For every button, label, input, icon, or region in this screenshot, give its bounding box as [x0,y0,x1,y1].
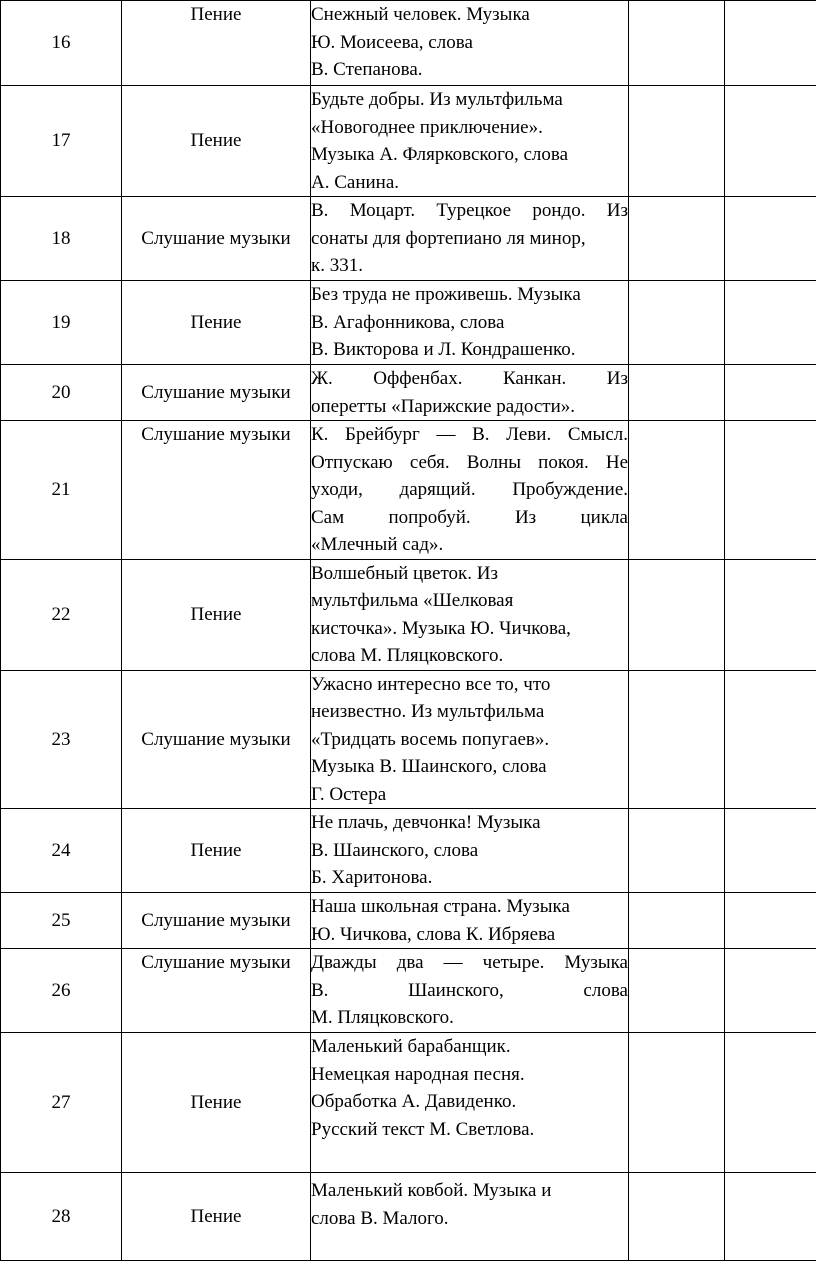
repertoire-line: сонаты для фортепиано ля минор, [311,225,628,253]
activity-type: Слушание музыки [122,949,311,1033]
lesson-table-body [1,1,816,1261]
table-row [1,1173,816,1261]
table-row [1,559,816,670]
repertoire-line: Музыка В. Шаинского, слова [311,753,628,781]
empty-cell [629,1173,725,1261]
repertoire-line: Музыка А. Флярковского, слова [311,141,628,169]
lesson-number: 24 [1,809,122,893]
empty-cell [725,421,816,560]
repertoire-line: Наша школьная страна. Музыка [311,893,628,921]
empty-cell [629,670,725,809]
repertoire-line: Волшебный цветок. Из [311,560,628,588]
table-row [1,893,816,949]
lesson-number: 22 [1,559,122,670]
empty-cell [725,559,816,670]
repertoire-line: слова М. Пляцковского. [311,642,628,670]
lesson-number: 20 [1,365,122,421]
repertoire-cell [311,86,629,197]
activity-type: Слушание музыки [122,197,311,281]
repertoire-line: мультфильма «Шелковая [311,587,628,615]
table-row [1,421,816,560]
empty-cell [725,86,816,197]
repertoire-line: В. Моцарт. Турецкое рондо. Из [311,197,628,225]
repertoire-cell [311,809,629,893]
repertoire-line: Немецкая народная песня. [311,1061,628,1089]
lesson-number: 17 [1,86,122,197]
repertoire-line: уходи, дарящий. Пробуждение. [311,476,628,504]
repertoire-line: Русский текст М. Светлова. [311,1116,628,1144]
activity-type: Слушание музыки [122,893,311,949]
repertoire-cell [311,949,629,1033]
lesson-number: 23 [1,670,122,809]
repertoire-line: кисточка». Музыка Ю. Чичкова, [311,615,628,643]
repertoire-line: К. Брейбург — В. Леви. Смысл. [311,421,628,449]
empty-cell [629,86,725,197]
repertoire-line: В. Викторова и Л. Кондрашенко. [311,336,628,364]
empty-cell [629,949,725,1033]
repertoire-line: М. Пляцковского. [311,1004,628,1032]
empty-cell [629,281,725,365]
table-row [1,949,816,1033]
empty-cell [725,281,816,365]
empty-cell [725,949,816,1033]
repertoire-cell [311,670,629,809]
empty-cell [629,1033,725,1173]
repertoire-cell [311,1173,629,1261]
lesson-number: 16 [1,1,122,86]
empty-cell [725,670,816,809]
empty-cell [725,1,816,86]
table-row [1,197,816,281]
repertoire-line: Будьте добры. Из мультфильма [311,86,628,114]
activity-type: Пение [122,809,311,893]
table-row [1,86,816,197]
activity-type: Пение [122,1033,311,1173]
lesson-number: 26 [1,949,122,1033]
repertoire-line: Ж. Оффенбах. Канкан. Из [311,365,628,393]
repertoire-line: Ю. Чичкова, слова К. Ибряева [311,921,628,949]
lesson-number: 28 [1,1173,122,1261]
repertoire-line: неизвестно. Из мультфильма [311,698,628,726]
table-row [1,281,816,365]
table-row [1,365,816,421]
repertoire-cell [311,365,629,421]
repertoire-cell [311,1033,629,1173]
empty-cell [629,809,725,893]
repertoire-cell [311,421,629,560]
repertoire-line: Ужасно интересно все то, что [311,671,628,699]
repertoire-line: Снежный человек. Музыка [311,1,628,29]
activity-type: Пение [122,281,311,365]
repertoire-line: Без труда не проживешь. Музыка [311,281,628,309]
repertoire-line: Ю. Моисеева, слова [311,29,628,57]
activity-type: Слушание музыки [122,421,311,560]
repertoire-line: «Млечный сад». [311,531,628,559]
repertoire-line: А. Санина. [311,169,628,197]
empty-cell [725,809,816,893]
lesson-number: 21 [1,421,122,560]
lesson-number: 25 [1,893,122,949]
repertoire-line: «Новогоднее приключение». [311,114,628,142]
repertoire-line: Б. Харитонова. [311,864,628,892]
activity-type: Пение [122,86,311,197]
table-row [1,809,816,893]
empty-cell [725,365,816,421]
empty-cell [629,559,725,670]
empty-cell [629,421,725,560]
table-row [1,670,816,809]
lesson-number: 19 [1,281,122,365]
repertoire-line: В. Шаинского, слова [311,837,628,865]
repertoire-line: Не плачь, девчонка! Музыка [311,809,628,837]
repertoire-cell [311,893,629,949]
repertoire-line: В. Шаинского, слова [311,977,628,1005]
repertoire-line: к. 331. [311,252,628,280]
repertoire-cell [311,1,629,86]
empty-cell [629,1,725,86]
repertoire-line: Сам попробуй. Из цикла [311,504,628,532]
empty-cell [629,893,725,949]
empty-cell [629,365,725,421]
activity-type: Пение [122,1,311,86]
empty-cell [725,197,816,281]
repertoire-line: Маленький барабанщик. [311,1033,628,1061]
lesson-number: 27 [1,1033,122,1173]
repertoire-line: слова В. Малого. [311,1205,628,1233]
empty-cell [725,893,816,949]
repertoire-cell [311,281,629,365]
activity-type: Пение [122,1173,311,1261]
repertoire-line: Обработка А. Давиденко. [311,1088,628,1116]
lesson-number: 18 [1,197,122,281]
activity-type: Пение [122,559,311,670]
empty-cell [725,1033,816,1173]
repertoire-line: В. Агафонникова, слова [311,309,628,337]
activity-type: Слушание музыки [122,365,311,421]
empty-cell [725,1173,816,1261]
repertoire-line: Маленький ковбой. Музыка и [311,1177,628,1205]
activity-type: Слушание музыки [122,670,311,809]
table-row [1,1033,816,1173]
repertoire-cell [311,197,629,281]
repertoire-line: В. Степанова. [311,56,628,84]
repertoire-cell [311,559,629,670]
repertoire-line: Отпускаю себя. Волны покоя. Не [311,449,628,477]
table-row [1,1,816,86]
repertoire-line: «Тридцать восемь попугаев». [311,726,628,754]
repertoire-line: Дважды два — четыре. Музыка [311,949,628,977]
repertoire-line: оперетты «Парижские радости». [311,393,628,421]
repertoire-line: Г. Остера [311,781,628,809]
empty-cell [629,197,725,281]
